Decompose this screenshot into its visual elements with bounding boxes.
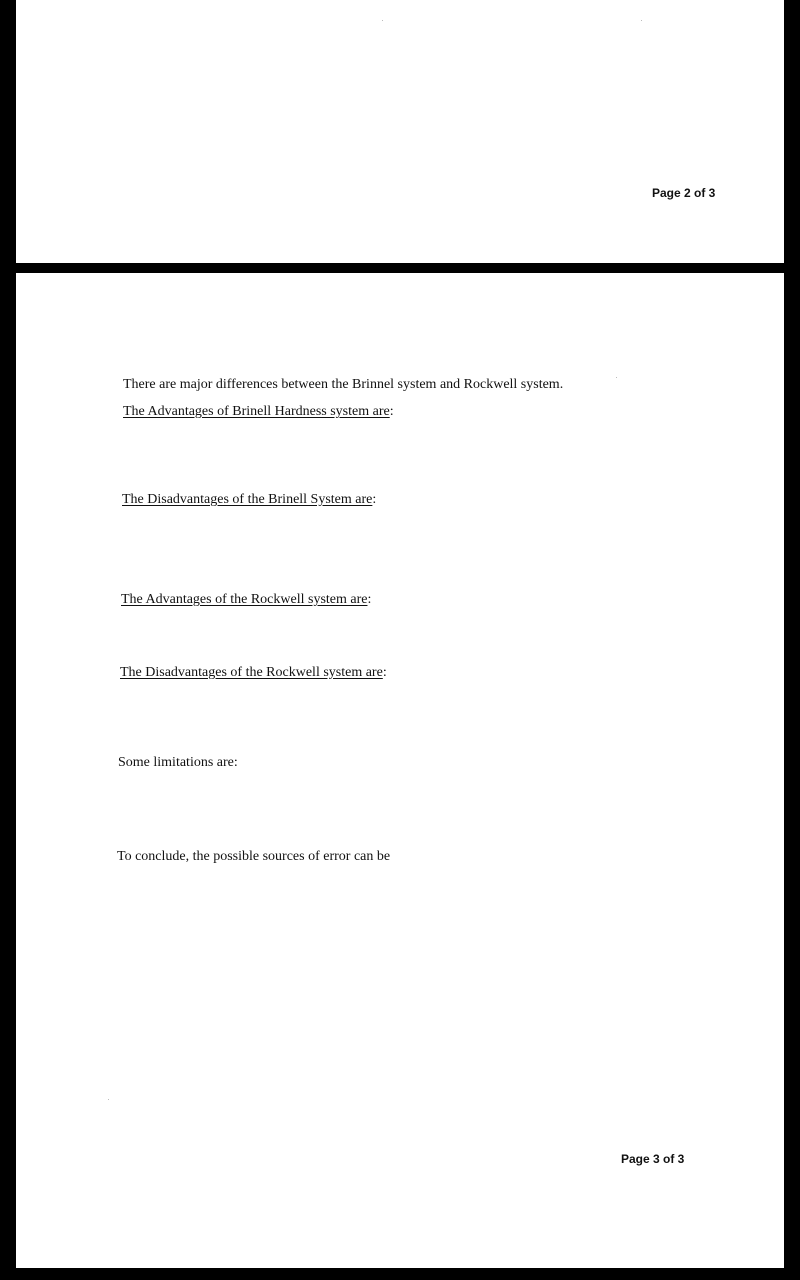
- scan-speck: [108, 1099, 109, 1100]
- heading-colon: :: [372, 492, 377, 507]
- heading-colon: :: [382, 665, 387, 680]
- rockwell-disadvantages-heading: [120, 665, 387, 681]
- page-number-label: Page 3 of 3: [621, 1152, 685, 1166]
- rockwell-disadvantages-heading-text: The Disadvantages of the Rockwell system are: [120, 665, 383, 680]
- heading-colon: :: [389, 404, 394, 419]
- scan-speck: [641, 20, 642, 21]
- limitations-paragraph: Some limitations are:: [118, 755, 238, 770]
- page-3: [16, 273, 784, 1268]
- brinell-disadvantages-heading-text: The Disadvantages of the Brinell System are: [122, 492, 373, 507]
- conclusion-paragraph: To conclude, the possible sources of error can be: [117, 849, 391, 864]
- heading-colon: :: [367, 592, 372, 607]
- scan-speck: [616, 377, 617, 378]
- scan-speck: [382, 20, 383, 21]
- brinell-disadvantages-heading: [122, 492, 376, 508]
- page-number-label: Page 2 of 3: [652, 186, 716, 200]
- brinell-advantages-heading: [123, 404, 394, 420]
- brinell-advantages-heading-text: The Advantages of Brinell Hardness system are: [123, 404, 390, 419]
- rockwell-advantages-heading-text: The Advantages of the Rockwell system are: [121, 592, 368, 607]
- rockwell-advantages-heading: [121, 592, 371, 608]
- intro-paragraph: There are major differences between the Brinnel system and Rockwell system.: [123, 377, 564, 392]
- page-2: [16, 0, 784, 263]
